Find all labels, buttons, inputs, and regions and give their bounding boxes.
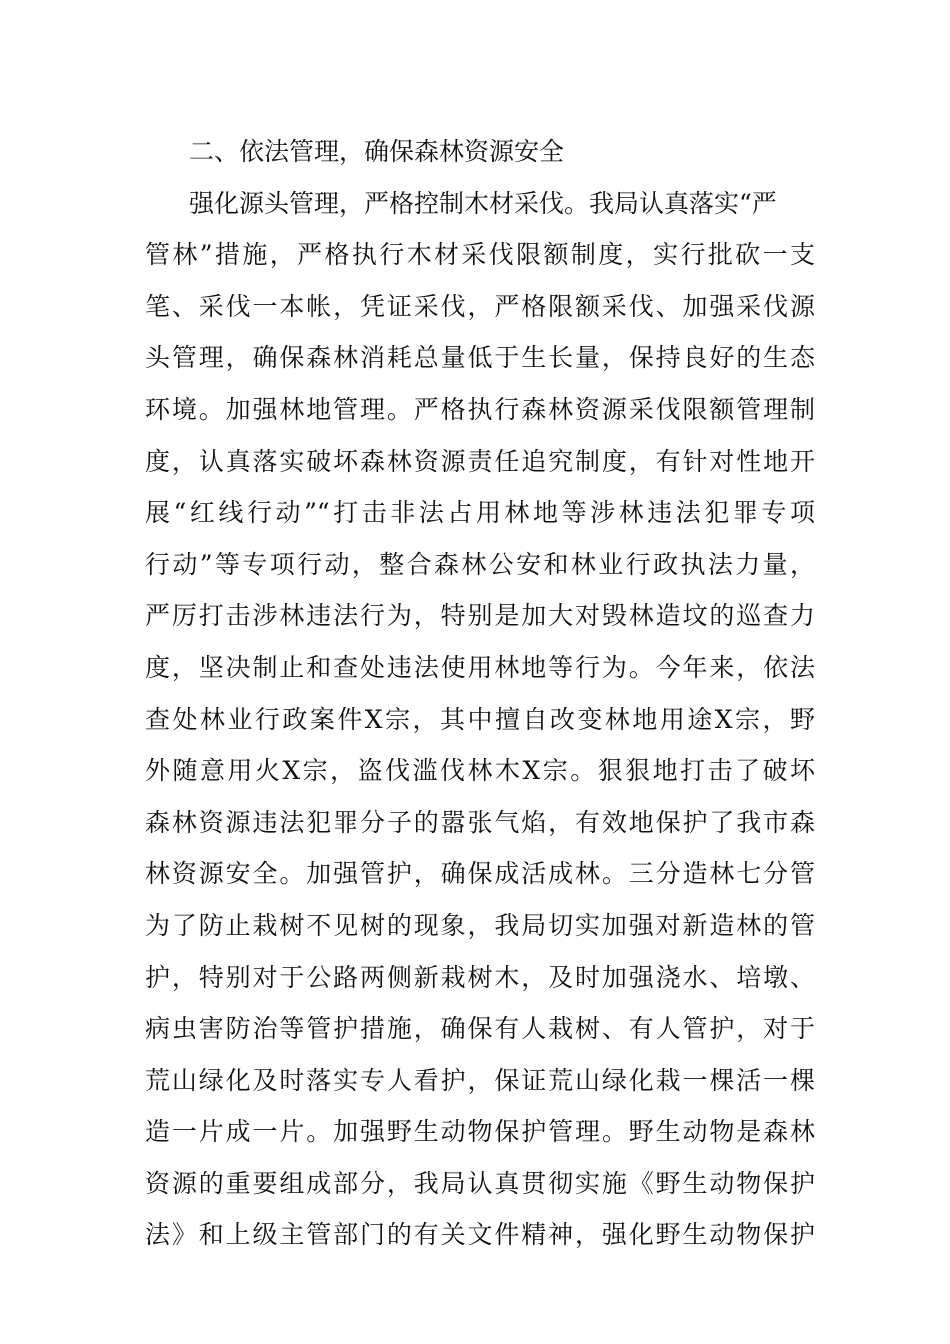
section-heading: 二、依法管理，确保森林资源安全 [189, 137, 565, 166]
paragraph-line: 管林”措施，严格执行木材采伐限额制度，实行批砍一支 [145, 240, 815, 270]
paragraph-line: 荒山绿化及时落实专人看护，保证荒山绿化栽一棵活一棵 [145, 1065, 815, 1095]
paragraph-line: 笔、采伐一本帐，凭证采伐，严格限额采伐、加强采伐源 [145, 291, 815, 321]
paragraph-line: 头管理，确保森林消耗总量低于生长量，保持良好的生态 [145, 343, 815, 373]
paragraph-line: 资源的重要组成部分，我局认真贯彻实施《野生动物保护 [145, 1168, 815, 1198]
paragraph-line: 展“红线行动”“打击非法占用林地等涉林违法犯罪专项 [145, 498, 815, 528]
paragraph-line: 环境。加强林地管理。严格执行森林资源采伐限额管理制 [145, 394, 815, 424]
paragraph-line: 查处林业行政案件X宗，其中擅自改变林地用途X宗，野 [145, 704, 815, 734]
paragraph-line: 严厉打击涉林违法行为，特别是加大对毁林造坟的巡查力 [145, 601, 815, 631]
paragraph-line: 法》和上级主管部门的有关文件精神，强化野生动物保护 [145, 1220, 815, 1250]
document-body [145, 126, 815, 1261]
paragraph-line: 外随意用火X宗，盗伐滥伐林木X宗。狠狠地打击了破坏 [145, 756, 815, 786]
paragraph-line: 为了防止栽树不见树的现象，我局切实加强对新造林的管 [145, 910, 815, 940]
paragraph-line: 病虫害防治等管护措施，确保有人栽树、有人管护，对于 [145, 1014, 815, 1044]
paragraph-line: 林资源安全。加强管护，确保成活成林。三分造林七分管 [145, 859, 815, 889]
paragraph-line: 森林资源违法犯罪分子的嚣张气焰，有效地保护了我市森 [145, 807, 815, 837]
paragraph-line: 行动”等专项行动，整合森林公安和林业行政执法力量， [145, 549, 815, 579]
paragraph-line: 强化源头管理，严格控制木材采伐。我局认真落实“严 [189, 188, 777, 218]
paragraph-line: 护，特别对于公路两侧新栽树木，及时加强浇水、培墩、 [145, 962, 815, 992]
paragraph-line: 度，坚决制止和查处违法使用林地等行为。今年来，依法 [145, 652, 815, 682]
paragraph-line: 造一片成一片。加强野生动物保护管理。野生动物是森林 [145, 1117, 815, 1147]
paragraph-line: 度，认真落实破坏森林资源责任追究制度，有针对性地开 [145, 446, 815, 476]
